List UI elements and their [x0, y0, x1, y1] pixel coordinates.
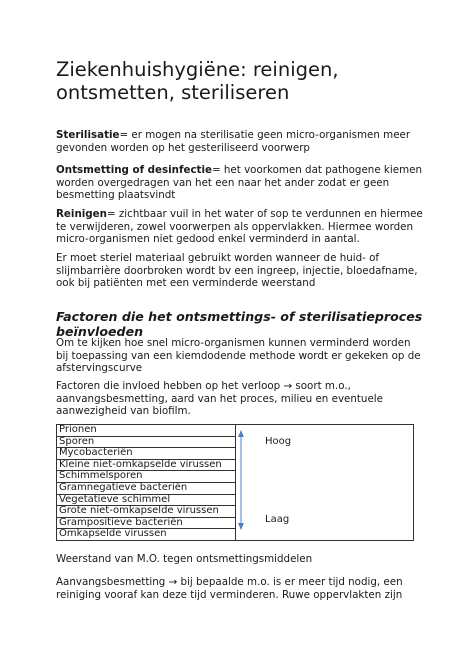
table-cell: Kleine niet-omkapselde virussen	[57, 459, 236, 471]
table-cell: Prionen	[57, 425, 236, 437]
resistance-scale-cell	[236, 425, 414, 541]
table-cell: Mycobacteriën	[57, 448, 236, 460]
double-arrow-icon	[234, 430, 248, 530]
section-heading: Factoren die het ontsmettings- of sterilisatieproces beïnvloeden	[56, 309, 423, 339]
resistance-high-label: Hoog	[265, 436, 292, 447]
paragraph-sterile-material: Er moet steriel materiaal gebruikt worden wanneer de huid- of slijmbarrière doorbroken wordt bv een ingreep, injectie, bloedafname, ook bij patiënten met een verminderde weerstand	[56, 252, 418, 290]
definition-reinigen	[56, 208, 426, 246]
paragraph-curve: Om te kijken hoe snel micro-organismen kunnen verminderd worden bij toepassing van een kiemdodende methode wordt er gekeken op de afstervingscurve	[56, 337, 421, 375]
table-cell: Grote niet-omkapselde virussen	[57, 506, 236, 518]
definition-text: = het voorkomen dat pathogene kiemen worden overgedragen van het een naar het ander zodat er geen besmetting plaatsvindt	[56, 164, 422, 202]
page-title: Ziekenhuishygiëne: reinigen, ontsmetten, steriliseren	[56, 58, 339, 104]
table-cell: Grampositieve bacteriën	[57, 517, 236, 529]
resistance-low-label: Laag	[265, 514, 290, 525]
definition-term: Sterilisatie	[56, 129, 120, 141]
definition-text: = zichtbaar vuil in het water of sop te verdunnen en hiermee te verwijderen, zowel voorwerpen als oppervlakken. Hiermee worden micro-organismen niet gedood enkel verminderd in aantal.	[56, 208, 423, 246]
definition-text: = er mogen na sterilisatie geen micro-organismen meer gevonden worden op het gesteriliseerd voorwerp	[56, 129, 411, 154]
definition-ontsmetting	[56, 164, 426, 202]
definition-term: Reinigen	[56, 208, 107, 220]
definition-term: Ontsmetting of desinfectie	[56, 164, 212, 176]
paragraph-initial-contamination: Aanvangsbesmetting → bij bepaalde m.o. is er meer tijd nodig, een reiniging vooraf kan deze tijd verminderen. Ruwe oppervlakten zijn	[56, 576, 403, 601]
table-caption: Weerstand van M.O. tegen ontsmettingsmiddelen	[56, 553, 313, 565]
table-cell: Omkapselde virussen	[57, 529, 236, 541]
table-cell: Gramnegatieve bacteriën	[57, 482, 236, 494]
table-cell: Schimmelsporen	[57, 471, 236, 483]
table-cell: Sporen	[57, 436, 236, 448]
paragraph-factors: Factoren die invloed hebben op het verloop → soort m.o., aanvangsbesmetting, aard van het proces, milieu en eventuele aanwezigheid van biofilm.	[56, 380, 383, 418]
table-cell: Vegetatieve schimmel	[57, 494, 236, 506]
definition-sterilisatie	[56, 129, 426, 154]
